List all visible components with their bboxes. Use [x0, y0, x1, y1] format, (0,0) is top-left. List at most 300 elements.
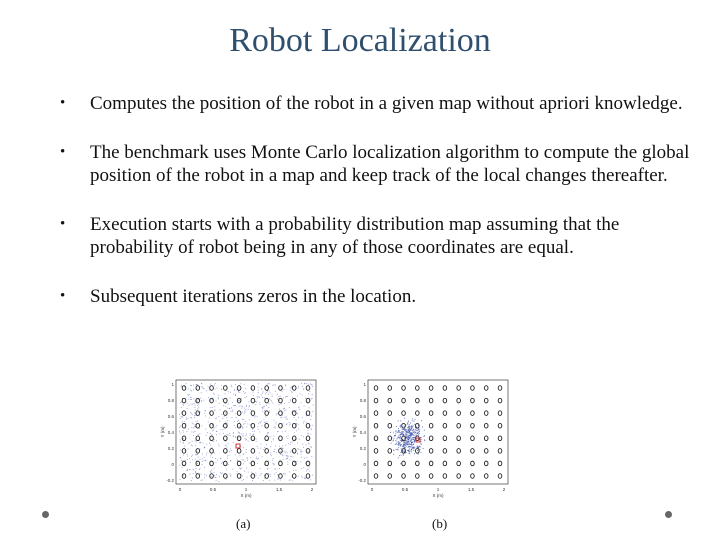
particle — [277, 399, 278, 400]
particle — [400, 452, 401, 453]
particle — [302, 417, 303, 418]
particle — [191, 431, 192, 432]
particle — [246, 433, 247, 434]
particle — [424, 439, 425, 440]
particle — [398, 443, 399, 444]
particle — [193, 389, 194, 390]
particle — [216, 474, 217, 475]
particle — [195, 440, 196, 441]
particle — [308, 443, 309, 444]
particle — [292, 480, 293, 481]
particle — [273, 463, 274, 464]
bullet-text: Subsequent iterations zeros in the location. — [90, 286, 417, 307]
particle — [412, 444, 413, 445]
particle — [408, 429, 409, 430]
particle — [286, 451, 287, 452]
particle — [191, 413, 192, 414]
particle — [409, 447, 410, 448]
particle — [408, 437, 409, 438]
particle — [221, 473, 222, 474]
particle — [251, 472, 252, 473]
particle — [398, 447, 399, 448]
particle — [225, 441, 226, 442]
y-tick-label: 0.2 — [359, 446, 366, 451]
particle — [400, 434, 401, 435]
x-tick-label: 0 — [178, 487, 182, 492]
particle — [243, 419, 244, 420]
particle — [405, 442, 406, 443]
particle — [311, 384, 312, 385]
particle — [283, 409, 284, 410]
particle — [412, 427, 413, 428]
particle — [192, 459, 193, 460]
particle — [303, 423, 304, 424]
particle — [410, 441, 411, 442]
y-tick-label: 0.2 — [167, 446, 174, 451]
particle — [215, 427, 216, 428]
particle — [234, 389, 235, 390]
particle — [183, 438, 184, 439]
particle — [285, 474, 286, 475]
particle — [209, 443, 210, 444]
particle — [267, 433, 268, 434]
particle — [404, 443, 405, 444]
particle — [204, 413, 205, 414]
particle — [271, 441, 272, 442]
particle — [210, 384, 211, 385]
particle — [294, 462, 295, 463]
particle — [198, 434, 199, 435]
particle — [297, 461, 298, 462]
particle — [179, 427, 180, 428]
particle — [418, 454, 419, 455]
particle — [197, 454, 198, 455]
particle — [201, 426, 202, 427]
particle — [186, 383, 187, 384]
particle — [280, 396, 281, 397]
particle — [409, 435, 410, 436]
particle — [200, 442, 201, 443]
particle — [266, 392, 267, 393]
particle — [230, 476, 231, 477]
particle — [246, 449, 247, 450]
particle — [231, 450, 232, 451]
particle — [250, 433, 251, 434]
particle — [393, 454, 394, 455]
particle — [415, 429, 416, 430]
particle — [250, 435, 251, 436]
particle — [277, 394, 278, 395]
particle — [304, 405, 305, 406]
particle — [402, 428, 403, 429]
particle — [258, 383, 259, 384]
particle — [306, 422, 307, 423]
particle — [285, 445, 286, 446]
particle — [216, 431, 217, 432]
particle — [201, 400, 202, 401]
particle — [408, 442, 409, 443]
bullet-marker: • — [60, 288, 66, 304]
particle — [267, 439, 268, 440]
particle — [290, 390, 291, 391]
y-tick-label: -0.2 — [358, 478, 366, 483]
particle — [414, 447, 415, 448]
particle — [291, 450, 292, 451]
particle — [264, 410, 265, 411]
particle — [270, 452, 271, 453]
particle — [417, 446, 418, 447]
particle — [402, 446, 403, 447]
particle — [198, 412, 199, 413]
particle — [214, 475, 215, 476]
particle — [180, 457, 181, 458]
particle — [310, 419, 311, 420]
particle — [244, 408, 245, 409]
particle — [274, 480, 275, 481]
particle — [203, 388, 204, 389]
particle — [229, 455, 230, 456]
x-tick-label: 1 — [436, 487, 440, 492]
particle — [261, 388, 262, 389]
particle — [281, 447, 282, 448]
particle — [226, 417, 227, 418]
particle — [300, 449, 301, 450]
particle — [196, 454, 197, 455]
particle — [283, 397, 284, 398]
particle — [188, 399, 189, 400]
particle — [260, 448, 261, 449]
particle — [408, 450, 409, 451]
particle — [197, 421, 198, 422]
particle — [225, 445, 226, 446]
particle — [304, 478, 305, 479]
particle — [286, 455, 287, 456]
particle — [269, 390, 270, 391]
particle — [301, 457, 302, 458]
particle — [214, 453, 215, 454]
particle — [183, 455, 184, 456]
particle — [264, 397, 265, 398]
particle — [266, 435, 267, 436]
particle — [298, 476, 299, 477]
particle — [414, 453, 415, 454]
particle — [211, 472, 212, 473]
particle — [241, 398, 242, 399]
particle — [398, 421, 399, 422]
particle — [194, 405, 195, 406]
bullet-item — [60, 285, 700, 308]
particle — [300, 454, 301, 455]
particle — [245, 388, 246, 389]
particle — [282, 455, 283, 456]
particle — [274, 420, 275, 421]
particle — [260, 404, 261, 405]
y-tick-label: 0.4 — [359, 430, 366, 435]
particle — [405, 443, 406, 444]
particle — [195, 459, 196, 460]
particle — [409, 453, 410, 454]
x-tick-label: 2 — [310, 487, 314, 492]
particle — [424, 440, 425, 441]
particle — [190, 390, 191, 391]
particle — [195, 409, 196, 410]
particle — [242, 419, 243, 420]
particle — [187, 454, 188, 455]
particle — [180, 442, 181, 443]
particle — [219, 421, 220, 422]
particle — [407, 443, 408, 444]
particle — [284, 410, 285, 411]
particle — [231, 386, 232, 387]
particle — [184, 386, 185, 387]
particle — [414, 441, 415, 442]
particle — [226, 469, 227, 470]
particle — [409, 449, 410, 450]
particle — [398, 449, 399, 450]
particle — [187, 469, 188, 470]
particle — [303, 447, 304, 448]
particle — [411, 444, 412, 445]
particle — [228, 464, 229, 465]
particle — [205, 416, 206, 417]
particle — [411, 451, 412, 452]
particle — [190, 462, 191, 463]
particle — [243, 453, 244, 454]
particle — [242, 426, 243, 427]
particle — [408, 439, 409, 440]
particle — [286, 419, 287, 420]
particle — [411, 435, 412, 436]
particle — [304, 458, 305, 459]
particle — [285, 431, 286, 432]
particle — [222, 462, 223, 463]
particle — [214, 468, 215, 469]
particle — [246, 467, 247, 468]
particle — [231, 385, 232, 386]
particle — [242, 406, 243, 407]
particle — [252, 429, 253, 430]
particle — [242, 435, 243, 436]
particle — [207, 452, 208, 453]
particle — [302, 386, 303, 387]
particle — [188, 418, 189, 419]
particle — [274, 464, 275, 465]
particle — [194, 415, 195, 416]
particle — [286, 416, 287, 417]
particle — [212, 399, 213, 400]
particle — [242, 480, 243, 481]
particle — [254, 431, 255, 432]
particle — [275, 446, 276, 447]
particle — [259, 475, 260, 476]
particle — [302, 394, 303, 395]
particle — [197, 408, 198, 409]
plot-frame — [176, 380, 316, 484]
particle — [299, 439, 300, 440]
particle — [401, 441, 402, 442]
particle — [393, 450, 394, 451]
y-tick-label: 0.6 — [359, 414, 366, 419]
particle — [267, 384, 268, 385]
particle — [270, 446, 271, 447]
particle — [195, 401, 196, 402]
particle — [400, 440, 401, 441]
particle — [289, 424, 290, 425]
particle — [293, 457, 294, 458]
particle — [272, 396, 273, 397]
particle — [283, 473, 284, 474]
particle — [212, 430, 213, 431]
particle — [235, 405, 236, 406]
particle — [302, 444, 303, 445]
particle — [287, 419, 288, 420]
particle — [276, 414, 277, 415]
particle — [230, 448, 231, 449]
particle — [184, 421, 185, 422]
particle — [391, 443, 392, 444]
particle — [202, 458, 203, 459]
particle — [306, 445, 307, 446]
particle — [214, 394, 215, 395]
particle — [275, 391, 276, 392]
particle — [273, 438, 274, 439]
particle — [294, 432, 295, 433]
particle — [396, 426, 397, 427]
particle — [206, 475, 207, 476]
particle — [411, 426, 412, 427]
particle — [194, 412, 195, 413]
particle — [412, 430, 413, 431]
particle — [252, 480, 253, 481]
particle — [308, 393, 309, 394]
particle — [200, 398, 201, 399]
particle — [410, 436, 411, 437]
particle — [194, 426, 195, 427]
particle — [408, 422, 409, 423]
particle — [408, 430, 409, 431]
particle — [228, 391, 229, 392]
particle — [216, 462, 217, 463]
particle — [415, 432, 416, 433]
particle — [218, 481, 219, 482]
particle — [396, 443, 397, 444]
particle — [395, 444, 396, 445]
particle — [408, 444, 409, 445]
particle — [396, 449, 397, 450]
particle — [276, 452, 277, 453]
particle — [284, 403, 285, 404]
particle — [185, 428, 186, 429]
x-tick-label: 0.5 — [401, 487, 409, 492]
particle — [267, 469, 268, 470]
particle — [191, 427, 192, 428]
particle — [241, 408, 242, 409]
particle — [261, 425, 262, 426]
particle — [293, 470, 294, 471]
particle — [203, 388, 204, 389]
particle — [409, 450, 410, 451]
particle — [193, 432, 194, 433]
particle — [279, 409, 280, 410]
particle — [192, 455, 193, 456]
particle — [396, 431, 397, 432]
particle — [205, 429, 206, 430]
particle — [238, 420, 239, 421]
particle — [404, 418, 405, 419]
particle — [312, 394, 313, 395]
particle — [230, 460, 231, 461]
particle — [398, 457, 399, 458]
particle — [284, 408, 285, 409]
particle — [196, 473, 197, 474]
particle — [203, 443, 204, 444]
particle — [400, 432, 401, 433]
particle — [239, 432, 240, 433]
particle — [284, 451, 285, 452]
particle — [279, 468, 280, 469]
particle — [395, 433, 396, 434]
particle — [287, 462, 288, 463]
particle — [216, 418, 217, 419]
particle — [263, 391, 264, 392]
particle — [187, 403, 188, 404]
particle — [188, 389, 189, 390]
particle — [262, 408, 263, 409]
particle — [261, 395, 262, 396]
particle — [246, 396, 247, 397]
particle — [414, 437, 415, 438]
particle — [221, 389, 222, 390]
particle — [297, 448, 298, 449]
particle — [312, 411, 313, 412]
particle — [231, 411, 232, 412]
particle — [247, 424, 248, 425]
particle — [403, 429, 404, 430]
particle — [201, 480, 202, 481]
particle — [258, 478, 259, 479]
particle — [269, 412, 270, 413]
particle — [285, 452, 286, 453]
particle — [405, 444, 406, 445]
particle — [409, 431, 410, 432]
particle — [179, 414, 180, 415]
particle — [235, 437, 236, 438]
particle — [410, 438, 411, 439]
particle — [257, 426, 258, 427]
particle — [287, 438, 288, 439]
particle — [244, 412, 245, 413]
particle — [312, 475, 313, 476]
particle — [249, 419, 250, 420]
particle — [227, 423, 228, 424]
particle — [253, 395, 254, 396]
particle — [404, 446, 405, 447]
particle — [268, 432, 269, 433]
particle — [407, 430, 408, 431]
particle — [194, 417, 195, 418]
particle — [406, 436, 407, 437]
particle — [206, 454, 207, 455]
particle — [225, 424, 226, 425]
particle — [275, 469, 276, 470]
particle — [406, 446, 407, 447]
particle — [202, 453, 203, 454]
particle — [304, 383, 305, 384]
particle — [414, 448, 415, 449]
particle — [216, 388, 217, 389]
particle — [204, 477, 205, 478]
particle — [269, 480, 270, 481]
